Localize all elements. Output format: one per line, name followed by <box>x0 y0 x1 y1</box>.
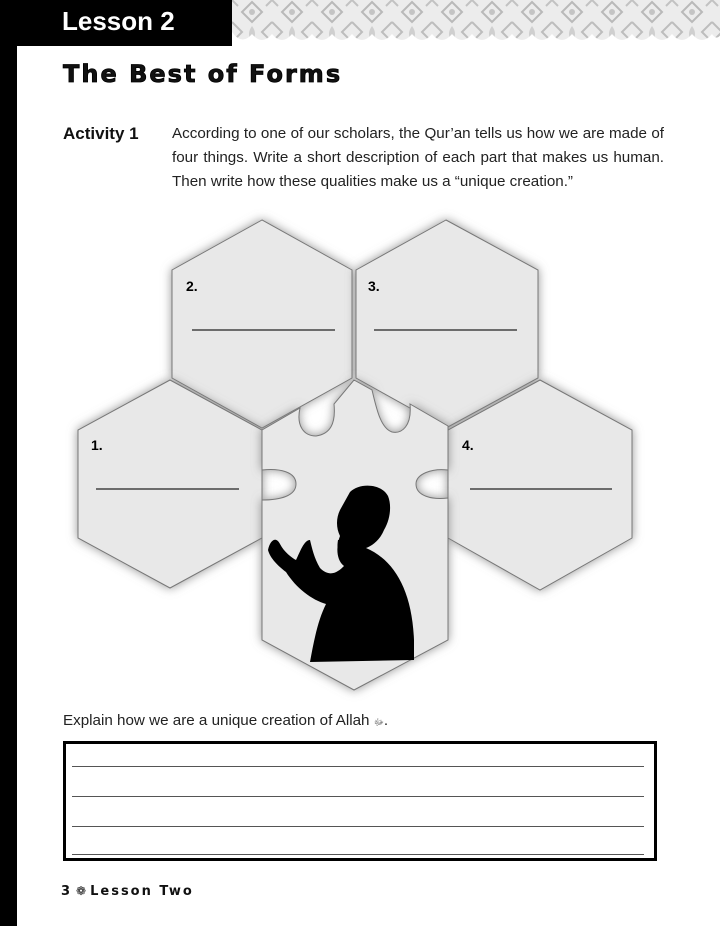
page-number: 3 <box>61 884 73 899</box>
explain-prompt-period: . <box>383 712 389 729</box>
lesson-tab: Lesson 2 <box>0 0 232 46</box>
answer-box[interactable] <box>63 741 657 861</box>
footer-lesson-name: Lesson Two <box>90 884 194 899</box>
page-footer <box>61 884 194 899</box>
hexagon-number-3: 3. <box>368 278 380 294</box>
answer-box-line-3[interactable] <box>72 826 644 827</box>
activity-instructions: According to one of our scholars, the Qur’an tells us how we are made of four things. Write a short description of each part that makes us human. Then write how these qualities make us a “unique creation.” <box>172 125 664 190</box>
activity-label: Activity 1 <box>63 124 139 143</box>
answer-box-line-2[interactable] <box>72 796 644 797</box>
flower-ornament-icon: ❁ <box>76 884 87 898</box>
hexagon-number-4: 4. <box>462 437 474 453</box>
hexagon-number-1: 1. <box>91 437 103 453</box>
answer-box-line-4[interactable] <box>72 854 644 855</box>
explain-prompt-text: Explain how we are a unique creation of Allah <box>63 712 370 729</box>
explain-prompt <box>63 712 388 730</box>
answer-box-line-1[interactable] <box>72 766 644 767</box>
arabic-honorific-icon: ﷻ <box>373 718 384 728</box>
hexagon-number-2: 2. <box>186 278 198 294</box>
page-title: The Best of Forms <box>63 60 343 88</box>
